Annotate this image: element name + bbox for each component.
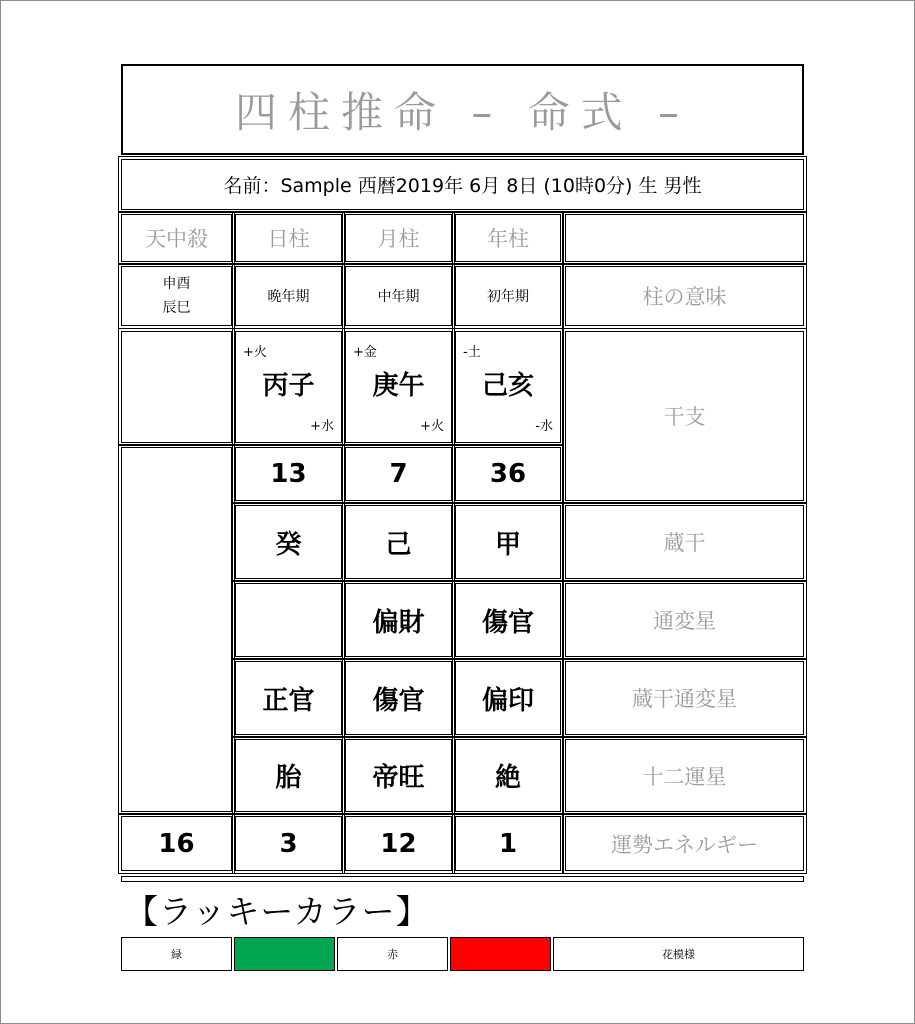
lucky-color-label-2: 赤 [337, 937, 448, 971]
kanshi-month-branch-tag: +火 [420, 419, 444, 434]
kanshi-day [235, 331, 342, 443]
kanshi-day-branch-tag: +水 [310, 419, 334, 434]
tenchusatsu-values [121, 266, 232, 326]
number-month: 7 [345, 447, 452, 501]
zoukan-month: 己 [345, 505, 452, 579]
zoukan-tsuhensei-year: 偏印 [455, 661, 561, 735]
number-year: 36 [455, 447, 561, 501]
period-year: 初年期 [455, 266, 561, 326]
number-day: 13 [235, 447, 342, 501]
kanshi-year-pair: 己亥 [481, 370, 534, 401]
tsuhensei-month: 偏財 [345, 583, 452, 657]
kanshi-year [455, 331, 561, 443]
kanshi-month-stem-tag: +金 [353, 345, 377, 360]
kanshi-tenchu-blank [121, 331, 232, 443]
kanshi-day-pair: 丙子 [262, 370, 315, 401]
energy-month: 12 [345, 816, 452, 871]
kanshi-day-stem-tag: +火 [243, 345, 267, 360]
section-divider [121, 876, 804, 882]
lucky-color-title: 【ラッキーカラー】 [125, 892, 430, 931]
zoukan-day: 癸 [235, 505, 342, 579]
header-year-pillar: 年柱 [455, 214, 561, 262]
profile-text: 名前：Sample 西暦2019年 6月 8日 (10時0分) 生 男性 [223, 175, 702, 197]
juuni-unsei-month: 帝旺 [345, 739, 452, 812]
header-tenchusatsu: 天中殺 [121, 214, 232, 262]
kanshi-year-stem-tag: -土 [463, 345, 481, 360]
meaning-energy: 運勢エネルギー [565, 816, 804, 871]
kanshi-month-pair: 庚午 [372, 370, 425, 401]
lucky-color-swatch-1 [234, 937, 335, 971]
juuni-unsei-day: 胎 [235, 739, 342, 812]
lucky-color-swatch-2 [450, 937, 551, 971]
header-month-pillar: 月柱 [345, 214, 452, 262]
lucky-color-label-1: 緑 [121, 937, 232, 971]
period-day: 晩年期 [235, 266, 342, 326]
page-title: 四柱推命 – 命式 – [121, 64, 804, 155]
zoukan-tsuhensei-day: 正官 [235, 661, 342, 735]
tenchusatsu-value-2: 辰巳 [162, 300, 191, 316]
profile-line [121, 159, 804, 210]
meaning-zoukan-tsuhensei: 蔵干通変星 [565, 661, 804, 735]
period-month: 中年期 [345, 266, 452, 326]
zoukan-tsuhensei-month: 傷官 [345, 661, 452, 735]
kanshi-year-branch-tag: -水 [535, 419, 553, 434]
juuni-unsei-year: 絶 [455, 739, 561, 812]
energy-tenchu: 16 [121, 816, 232, 871]
zoukan-year: 甲 [455, 505, 561, 579]
lucky-pattern: 花模様 [553, 937, 804, 971]
meaning-pillar: 柱の意味 [565, 266, 804, 326]
tenchusatsu-value-1: 申酉 [162, 276, 191, 292]
tenchu-column-blank [121, 447, 232, 812]
tsuhensei-day [235, 583, 342, 657]
meaning-tsuhensei: 通変星 [565, 583, 804, 657]
meaning-zoukan: 蔵干 [565, 505, 804, 579]
meaning-kanshi: 干支 [565, 331, 804, 501]
energy-year: 1 [455, 816, 561, 871]
header-blank [565, 214, 804, 262]
header-day-pillar: 日柱 [235, 214, 342, 262]
tsuhensei-year: 傷官 [455, 583, 561, 657]
energy-day: 3 [235, 816, 342, 871]
kanshi-month [345, 331, 452, 443]
meaning-juuni-unsei: 十二運星 [565, 739, 804, 812]
